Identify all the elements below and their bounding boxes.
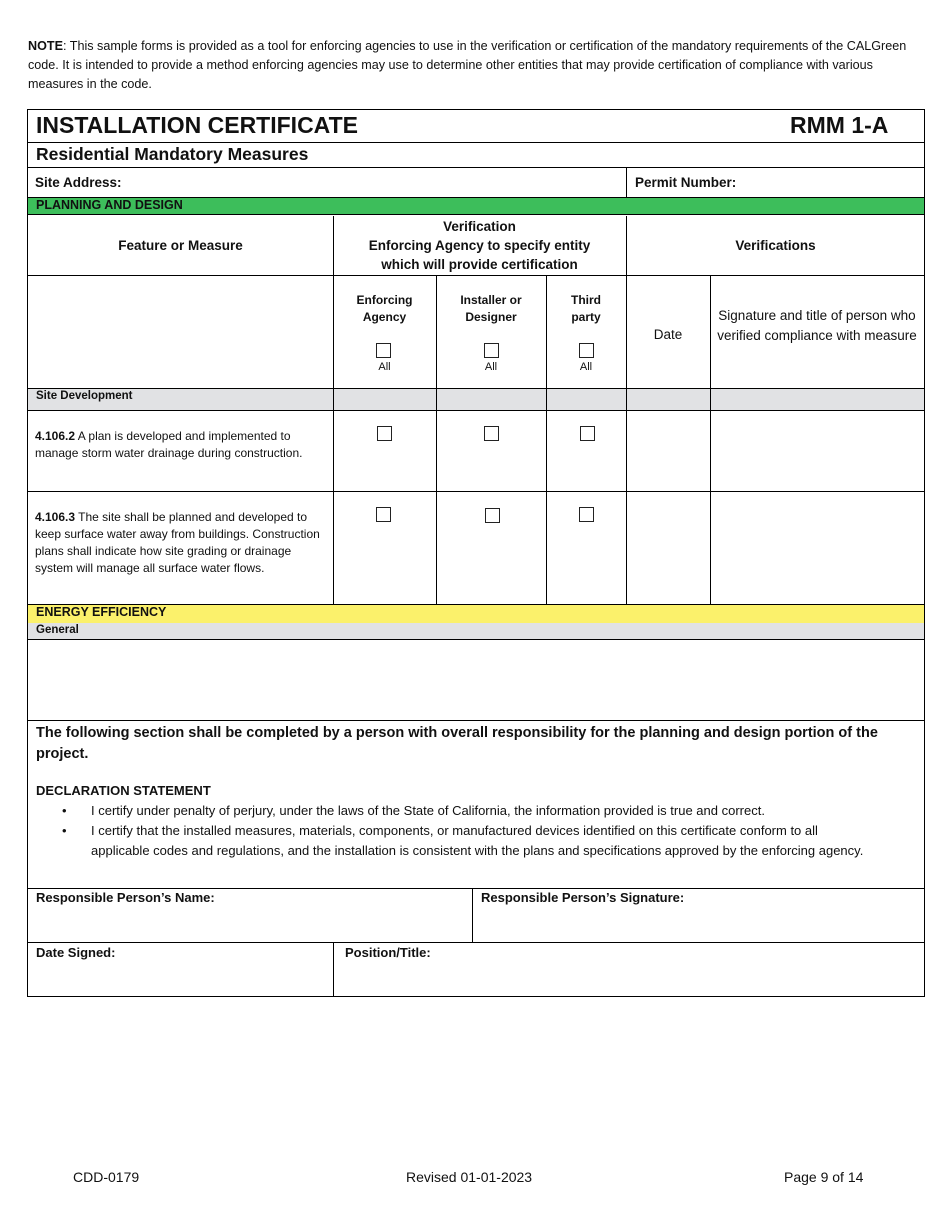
note-paragraph	[28, 37, 926, 94]
all-enforcing-checkbox[interactable]	[376, 343, 391, 358]
sub-enforcing-line2: Agency	[362, 310, 407, 324]
sub-signature-header: Signature and title of person who verified compliance with measure	[717, 308, 917, 343]
note-text: : This sample forms is provided as a tool for enforcing agencies to use in the verification or certification of the mandatory requirements of the CALGreen code. It is intended to provide a method enforcing agencies may use to determine other entities that may provide certification of compliance with various measures in the code.	[28, 39, 907, 91]
sub-installer-line2: Designer	[465, 310, 517, 324]
bullet-text: I certify that the installed measures, materials, components, or manufactured devices identified on this certificate conform to all applicable codes and regulations, and the installation is consistent with the plans and specifications approved by the enforcing agency.	[91, 823, 864, 858]
sub-third-line1: Third	[571, 293, 601, 307]
col-verification-line1: Verification	[443, 219, 516, 234]
responsible-name-field[interactable]	[30, 908, 468, 940]
measure-code: 4.106.3	[35, 510, 76, 524]
sub-date-header: Date	[653, 327, 683, 342]
row2-date-field[interactable]	[628, 493, 708, 602]
footer-form-id: CDD-0179	[73, 1169, 140, 1185]
site-address-label: Site Address:	[35, 175, 122, 190]
responsible-name-label: Responsible Person’s Name:	[36, 890, 215, 905]
permit-number-label: Permit Number:	[635, 175, 737, 190]
row1-installer-checkbox[interactable]	[484, 426, 499, 441]
declaration-bullet-2	[62, 821, 872, 860]
footer-revised: Revised 01-01-2023	[406, 1169, 533, 1185]
date-signed-field[interactable]	[30, 962, 330, 994]
all-installer-checkbox[interactable]	[484, 343, 499, 358]
form-code: RMM 1-A	[790, 112, 889, 138]
form-title: INSTALLATION CERTIFICATE	[36, 112, 358, 138]
measure-code: 4.106.2	[35, 429, 76, 443]
note-label: NOTE	[28, 39, 63, 53]
all-third-party-checkbox[interactable]	[579, 343, 594, 358]
row1-third-party-checkbox[interactable]	[580, 426, 595, 441]
general-content-area[interactable]	[28, 641, 924, 720]
planning-design-title: PLANNING AND DESIGN	[36, 198, 183, 212]
col-verification-line3: which will provide certification	[381, 257, 578, 272]
row2-installer-checkbox[interactable]	[485, 508, 500, 523]
all-installer-label: All	[484, 361, 498, 373]
permit-number-field[interactable]	[745, 170, 920, 194]
row1-date-field[interactable]	[628, 412, 708, 490]
responsible-signature-label: Responsible Person’s Signature:	[481, 890, 685, 905]
row2-third-party-checkbox[interactable]	[579, 507, 594, 522]
sub-enforcing-agency	[333, 292, 436, 326]
date-signed-label: Date Signed:	[36, 945, 116, 960]
footer-page: Page 9 of 14	[784, 1169, 864, 1185]
col-feature-header: Feature or Measure	[118, 238, 243, 253]
bullet-symbol: •	[62, 823, 67, 838]
bullet-text: I certify under penalty of perjury, under the laws of the State of California, the information provided is true and correct.	[91, 803, 765, 818]
col-verification-header	[333, 217, 626, 274]
row1-signature-field[interactable]	[712, 412, 922, 490]
row2-enforcing-checkbox[interactable]	[376, 507, 391, 522]
col-verification-line2: Enforcing Agency to specify entity	[368, 238, 591, 253]
general-band	[28, 623, 924, 640]
row1-enforcing-checkbox[interactable]	[377, 426, 392, 441]
site-address-field[interactable]	[130, 170, 620, 194]
responsible-signature-field[interactable]	[476, 908, 922, 940]
declaration-bullet-1	[62, 801, 862, 821]
declaration-heading: DECLARATION STATEMENT	[36, 783, 211, 798]
sub-third-party	[546, 292, 626, 326]
energy-efficiency-title: ENERGY EFFICIENCY	[36, 605, 167, 619]
general-label: General	[36, 624, 79, 636]
declaration-intro: The following section shall be completed by a person with overall responsibility for the planning and design portion of the project.	[36, 725, 878, 762]
measure-row-4-106-3	[35, 509, 325, 577]
col-verifications-header: Verifications	[735, 238, 816, 253]
measure-text: The site shall be planned and developed to keep surface water away from buildings. Construction plans shall indicate how site grading or drainage system will manage all surface water flows.	[35, 510, 320, 575]
site-development-band-cells	[334, 389, 924, 410]
site-development-label: Site Development	[36, 390, 133, 402]
sub-installer-designer	[436, 292, 546, 326]
position-title-label: Position/Title:	[345, 945, 431, 960]
form-subtitle: Residential Mandatory Measures	[36, 144, 309, 164]
measure-text: A plan is developed and implemented to manage storm water drainage during construction.	[35, 429, 303, 460]
all-enforcing-label: All	[378, 361, 391, 373]
row2-signature-field[interactable]	[712, 493, 922, 602]
measure-row-4-106-2	[35, 428, 325, 462]
sub-third-line2: party	[571, 310, 601, 324]
sub-installer-line1: Installer or	[460, 293, 522, 307]
position-title-field[interactable]	[337, 962, 922, 994]
sub-enforcing-line1: Enforcing	[356, 293, 413, 307]
all-third-party-label: All	[579, 361, 593, 373]
bullet-symbol: •	[62, 803, 67, 818]
